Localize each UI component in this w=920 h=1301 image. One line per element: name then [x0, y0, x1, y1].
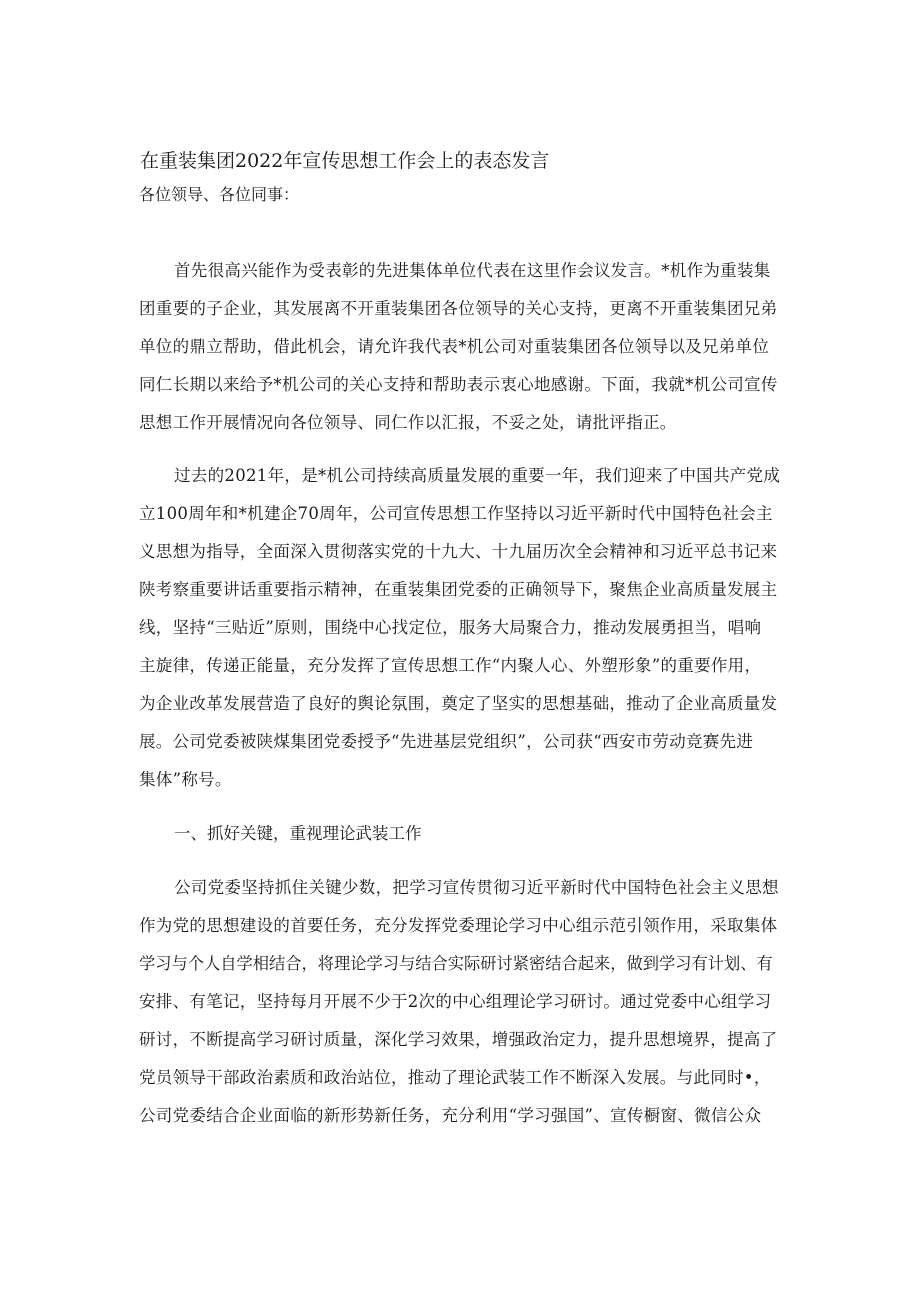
paragraph-2-line: 过去的2021年，是*机公司持续高质量发展的重要一年，我们迎来了中国共产党成 [174, 466, 781, 485]
paragraph-2-line: 立100周年和*机建企70周年，公司宣传思想工作坚持以习近平新时代中国特色社会主 [139, 504, 773, 523]
paragraph-3-line: 学习与个人自学相结合，将理论学习与结合实际研讨紧密结合起来，做到学习有计划、有 [139, 954, 773, 973]
paragraph-1-line: 思想工作开展情况向各位领导、同仁作以汇报，不妥之处，请批评指正。 [139, 413, 677, 432]
paragraph-2-line: 集体”称号。 [139, 770, 232, 789]
paragraph-3-line: 研讨，不断提高学习研讨质量，深化学习效果，增强政治定力，提升思想境界，提高了 [139, 1030, 778, 1049]
paragraph-2-line: 线，坚持“三贴近”原则，围绕中心找定位，服务大局聚合力，推动发展勇担当，唱响 [139, 618, 762, 637]
section-heading: 一、抓好关键，重视理论武装工作 [174, 824, 422, 843]
paragraph-1-line: 首先很高兴能作为受表彰的先进集体单位代表在这里作会议发言。*机作为重装集 [174, 261, 771, 280]
paragraph-1-line: 同仁长期以来给予*机公司的关心支持和帮助表示衷心地感谢。下面，我就*机公司宣传 [139, 375, 778, 394]
paragraph-1-line: 团重要的子企业，其发展离不开重装集团各位领导的关心支持，更离不开重装集团兄弟 [139, 299, 778, 318]
paragraph-2-line: 展。公司党委被陕煤集团党委授予“先进基层党组织”，公司获“西安市劳动竞赛先进 [139, 732, 754, 751]
paragraph-2-line: 义思想为指导，全面深入贯彻落实党的十九大、十九届历次全会精神和习近平总书记来 [139, 542, 778, 561]
paragraph-3-line: 安排、有笔记，坚持每月开展不少于2次的中心组理论学习研讨。通过党委中心组学习 [139, 992, 772, 1011]
paragraph-3-line: 党员领导干部政治素质和政治站位，推动了理论武装工作不断深入发展。与此同时•， [139, 1068, 771, 1087]
paragraph-3-line: 公司党委坚持抓住关键少数，把学习宣传贯彻习近平新时代中国特色社会主义思想 [174, 878, 779, 897]
salutation: 各位领导、各位同事： [139, 185, 300, 204]
paragraph-2-line: 陕考察重要讲话重要指示精神，在重装集团党委的正确领导下，聚焦企业高质量发展主 [139, 580, 778, 599]
document-title: 在重装集团2022年宣传思想工作会上的表态发言 [140, 150, 550, 172]
paragraph-3-line: 公司党委结合企业面临的新形势新任务，充分利用“学习强国”、宣传橱窗、微信公众 [139, 1106, 762, 1125]
paragraph-1-line: 单位的鼎立帮助，借此机会，请允许我代表*机公司对重装集团各位领导以及兄弟单位 [139, 337, 770, 356]
paragraph-2-line: 为企业改革发展营造了良好的舆论氛围，奠定了坚实的思想基础，推动了企业高质量发 [139, 694, 778, 713]
paragraph-3-line: 作为党的思想建设的首要任务，充分发挥党委理论学习中心组示范引领作用，采取集体 [139, 916, 778, 935]
paragraph-2-line: 主旋律，传递正能量，充分发挥了宣传思想工作“内聚人心、外塑形象”的重要作用， [139, 656, 762, 675]
